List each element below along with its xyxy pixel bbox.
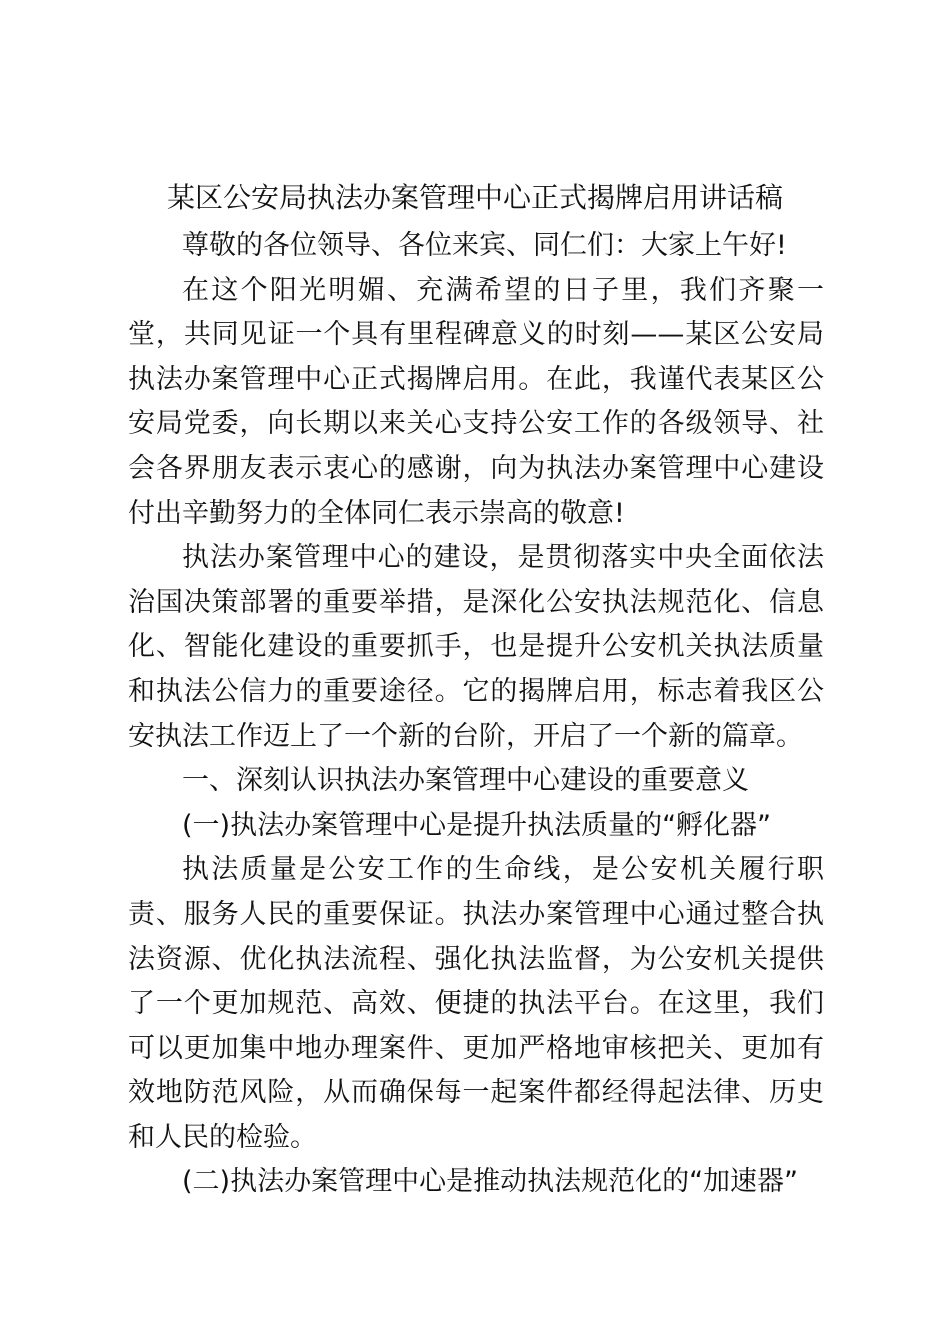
section-heading-1: 一、深刻认识执法办案管理中心建设的重要意义	[182, 765, 749, 797]
document-body	[128, 224, 824, 1205]
subsection-heading-2: (二)执法办案管理中心是推动执法规范化的“加速器”	[182, 1166, 799, 1198]
document-title: 某区公安局执法办案管理中心正式揭牌启用讲话稿	[166, 181, 783, 214]
opening-paragraph: 在这个阳光明媚、充满希望的日子里，我们齐聚一堂，共同见证一个具有里程碑意义的时刻——某区公安局执法办案管理中心正式揭牌启用。在此，我谨代表某区公安局党委，向长期以来关心支持公安工作的各级领导、社会各界朋友表示衷心的感谢，向为执法办案管理中心建设付出辛勤努力的全体同仁表示崇高的敬意!	[128, 274, 824, 529]
subsection-heading-1: (一)执法办案管理中心是提升执法质量的“孵化器”	[182, 809, 772, 841]
quality-paragraph: 执法质量是公安工作的生命线，是公安机关履行职责、服务人民的重要保证。执法办案管理中心通过整合执法资源、优化执法流程、强化执法监督，为公安机关提供了一个更加规范、高效、便捷的执法平台。在这里，我们可以更加集中地办理案件、更加严格地审核把关、更加有效地防范风险，从而确保每一起案件都经得起法律、历史和人民的检验。	[128, 854, 824, 1153]
significance-paragraph: 执法办案管理中心的建设，是贯彻落实中央全面依法治国决策部署的重要举措，是深化公安执法规范化、信息化、智能化建设的重要抓手，也是提升公安机关执法质量和执法公信力的重要途径。它的揭牌启用，标志着我区公安执法工作迈上了一个新的台阶，开启了一个新的篇章。	[128, 542, 824, 752]
greeting-paragraph: 尊敬的各位领导、各位来宾、同仁们：大家上午好!	[182, 230, 787, 261]
